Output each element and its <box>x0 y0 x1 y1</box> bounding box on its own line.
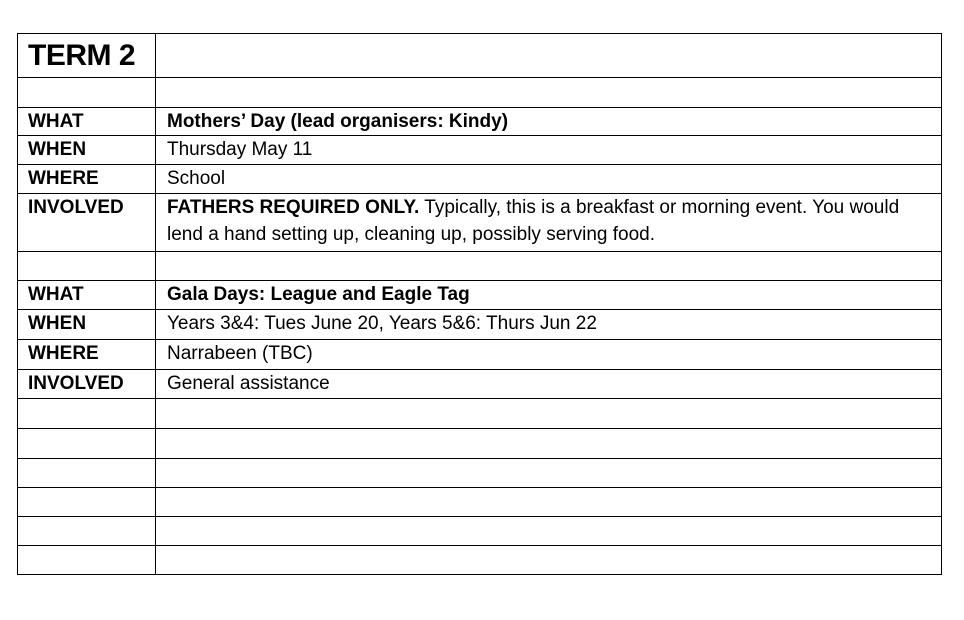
term-title: TERM 2 <box>18 34 156 78</box>
event-1-where: School <box>156 165 942 194</box>
empty-cell <box>18 517 156 546</box>
event-1-involved-row <box>18 194 942 252</box>
spacer-row <box>18 78 942 108</box>
event-2-what: Gala Days: League and Eagle Tag <box>156 281 942 310</box>
empty-row <box>18 546 942 575</box>
what-label: WHAT <box>18 108 156 136</box>
event-1-involved-text: Typically, this is a breakfast or morning event. You would lend a hand setting up, cleaning up, possibly serving food. <box>167 197 900 245</box>
event-2-involved: General assistance <box>156 370 942 399</box>
event-2-when-row <box>18 310 942 340</box>
event-1-involved-emphasis: FATHERS REQUIRED ONLY. <box>167 197 420 218</box>
event-2-where-row <box>18 340 942 370</box>
empty-cell <box>156 78 942 108</box>
what-label: WHAT <box>18 281 156 310</box>
event-2-involved-row <box>18 370 942 399</box>
when-label: WHEN <box>18 136 156 165</box>
empty-row <box>18 517 942 546</box>
when-label: WHEN <box>18 310 156 340</box>
involved-label: INVOLVED <box>18 194 156 252</box>
involved-label: INVOLVED <box>18 370 156 399</box>
empty-cell <box>18 252 156 281</box>
empty-cell <box>18 459 156 488</box>
empty-cell <box>18 488 156 517</box>
event-1-what-row <box>18 108 942 136</box>
where-label: WHERE <box>18 165 156 194</box>
empty-cell <box>156 399 942 429</box>
where-label: WHERE <box>18 340 156 370</box>
empty-cell <box>18 429 156 459</box>
empty-cell <box>18 399 156 429</box>
empty-row <box>18 399 942 429</box>
empty-cell <box>18 546 156 575</box>
empty-cell <box>156 517 942 546</box>
empty-row <box>18 488 942 517</box>
empty-cell <box>156 429 942 459</box>
event-2-where: Narrabeen (TBC) <box>156 340 942 370</box>
empty-cell <box>156 252 942 281</box>
empty-cell <box>18 78 156 108</box>
title-row <box>18 34 942 78</box>
event-1-involved <box>156 194 942 252</box>
event-1-when: Thursday May 11 <box>156 136 942 165</box>
empty-row <box>18 429 942 459</box>
event-1-when-row <box>18 136 942 165</box>
empty-cell <box>156 546 942 575</box>
event-2-when: Years 3&4: Tues June 20, Years 5&6: Thurs Jun 22 <box>156 310 942 340</box>
event-2-what-row <box>18 281 942 310</box>
empty-row <box>18 459 942 488</box>
empty-cell <box>156 34 942 78</box>
empty-cell <box>156 459 942 488</box>
event-1-what: Mothers’ Day (lead organisers: Kindy) <box>156 108 942 136</box>
term-table <box>17 33 942 575</box>
empty-cell <box>156 488 942 517</box>
spacer-row <box>18 252 942 281</box>
event-1-where-row <box>18 165 942 194</box>
